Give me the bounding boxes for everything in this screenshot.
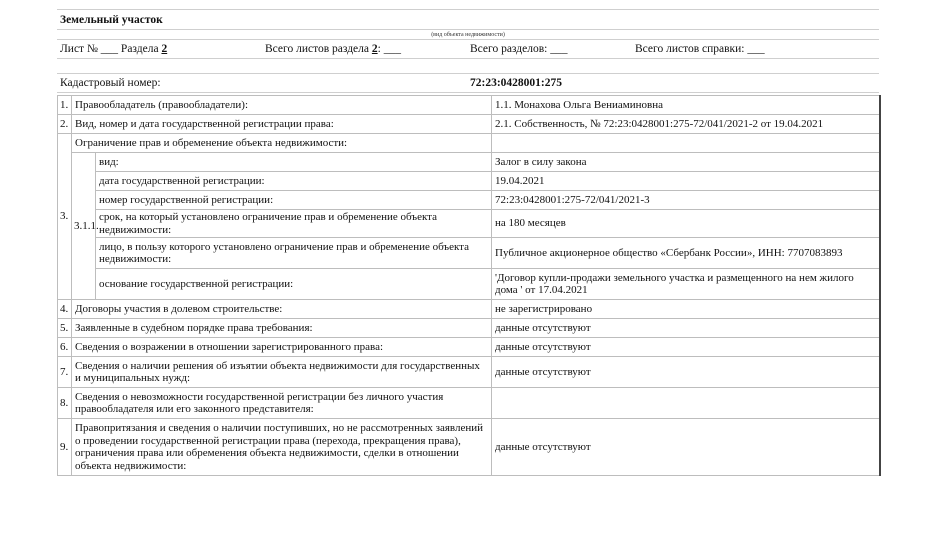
- sub-row-label: номер государственной регистрации:: [96, 191, 492, 210]
- table-row: [58, 388, 880, 419]
- row-number: 9.: [58, 419, 72, 476]
- total-sheets-label: Всего листов раздела: [265, 43, 369, 55]
- table-row: [58, 238, 880, 269]
- table-row: [58, 419, 880, 476]
- row-number: 5.: [58, 319, 72, 338]
- row-number: 1.: [58, 96, 72, 115]
- sub-row-label: вид:: [96, 153, 492, 172]
- sheet-info: [57, 40, 262, 59]
- sub-row-value: Публичное акционерное общество «Сбербанк России», ИНН: 7707083893: [492, 238, 880, 269]
- row-value: [492, 388, 880, 419]
- object-type-caption: (вид объекта недвижимости): [57, 30, 879, 40]
- row-value: данные отсутствуют: [492, 419, 880, 476]
- total-sections: Всего разделов: ___: [467, 40, 632, 59]
- sub-row-value: 19.04.2021: [492, 172, 880, 191]
- cadastral-label: Кадастровый номер:: [57, 74, 467, 93]
- row-label: Правопритязания и сведения о наличии поступивших, но не рассмотренных заявлений о проведении государственной регистрации права (перехода, прекращения права), ограничения права или обременения объекта недвижимости, сделки в отношении объекта недвижимости:: [72, 419, 492, 476]
- total-ref-sheets: Всего листов справки: ___: [632, 40, 879, 59]
- total-sheets-suffix: : ___: [377, 43, 401, 55]
- row-label: Правообладатель (правообладатели):: [72, 96, 492, 115]
- row-value: данные отсутствуют: [492, 319, 880, 338]
- extract-document: [57, 9, 879, 476]
- table-row: [58, 300, 880, 319]
- cadastral-number: 72:23:0428001:275: [467, 74, 879, 93]
- row-value: не зарегистрировано: [492, 300, 880, 319]
- table-row: [58, 115, 880, 134]
- row-label: Сведения о наличии решения об изъятии объекта недвижимости для государственных и муниципальных нужд:: [72, 357, 492, 388]
- row-value: данные отсутствуют: [492, 338, 880, 357]
- sub-row-value: 72:23:0428001:275-72/041/2021-3: [492, 191, 880, 210]
- row-label: Сведения о возражении в отношении зарегистрированного права:: [72, 338, 492, 357]
- row-label: Вид, номер и дата государственной регистрации права:: [72, 115, 492, 134]
- row-number: 2.: [58, 115, 72, 134]
- row-label: Сведения о невозможности государственной регистрации без личного участия правообладателя или его законного представителя:: [72, 388, 492, 419]
- sub-row-value: Залог в силу закона: [492, 153, 880, 172]
- table-row: [58, 210, 880, 238]
- sub-row-label: основание государственной регистрации:: [96, 269, 492, 300]
- table-row: [58, 357, 880, 388]
- row-label: Заявленные в судебном порядке права требования:: [72, 319, 492, 338]
- header-spacer: [57, 59, 879, 74]
- header-table: [57, 9, 879, 93]
- row-value: 1.1. Монахова Ольга Вениаминовна: [492, 96, 880, 115]
- row-number: 4.: [58, 300, 72, 319]
- row-value: 2.1. Собственность, № 72:23:0428001:275-72/041/2021-2 от 19.04.2021: [492, 115, 880, 134]
- total-sheets-value: 2: [371, 43, 378, 55]
- total-sheets-info: [262, 40, 467, 59]
- table-row: [58, 269, 880, 300]
- table-row: [58, 338, 880, 357]
- sub-row-value: на 180 месяцев: [492, 210, 880, 238]
- table-row: [58, 96, 880, 115]
- sub-row-number: 3.1.1.: [72, 153, 96, 300]
- row-number: 3.: [58, 134, 72, 300]
- row-label: Договоры участия в долевом строительстве:: [72, 300, 492, 319]
- section-number: 2: [161, 43, 168, 55]
- row-value: [492, 134, 880, 153]
- sub-row-label: лицо, в пользу которого установлено ограничение прав и обременение объекта недвижимости:: [96, 238, 492, 269]
- row-number: 6.: [58, 338, 72, 357]
- row-number: 7.: [58, 357, 72, 388]
- table-row: [58, 319, 880, 338]
- rights-table: [57, 95, 881, 476]
- table-row: [58, 134, 880, 153]
- sheet-label: Лист № ___ Раздела: [60, 43, 159, 55]
- table-row: [58, 172, 880, 191]
- row-value: данные отсутствуют: [492, 357, 880, 388]
- row-number: 8.: [58, 388, 72, 419]
- object-title: Земельный участок: [57, 10, 879, 30]
- table-row: [58, 153, 880, 172]
- sub-row-value: 'Договор купли-продажи земельного участка и размещенного на нем жилого дома ' от 17.04.2021: [492, 269, 880, 300]
- sub-row-label: срок, на который установлено ограничение прав и обременение объекта недвижимости:: [96, 210, 492, 238]
- table-row: [58, 191, 880, 210]
- row-label: Ограничение прав и обременение объекта недвижимости:: [72, 134, 492, 153]
- sub-row-label: дата государственной регистрации:: [96, 172, 492, 191]
